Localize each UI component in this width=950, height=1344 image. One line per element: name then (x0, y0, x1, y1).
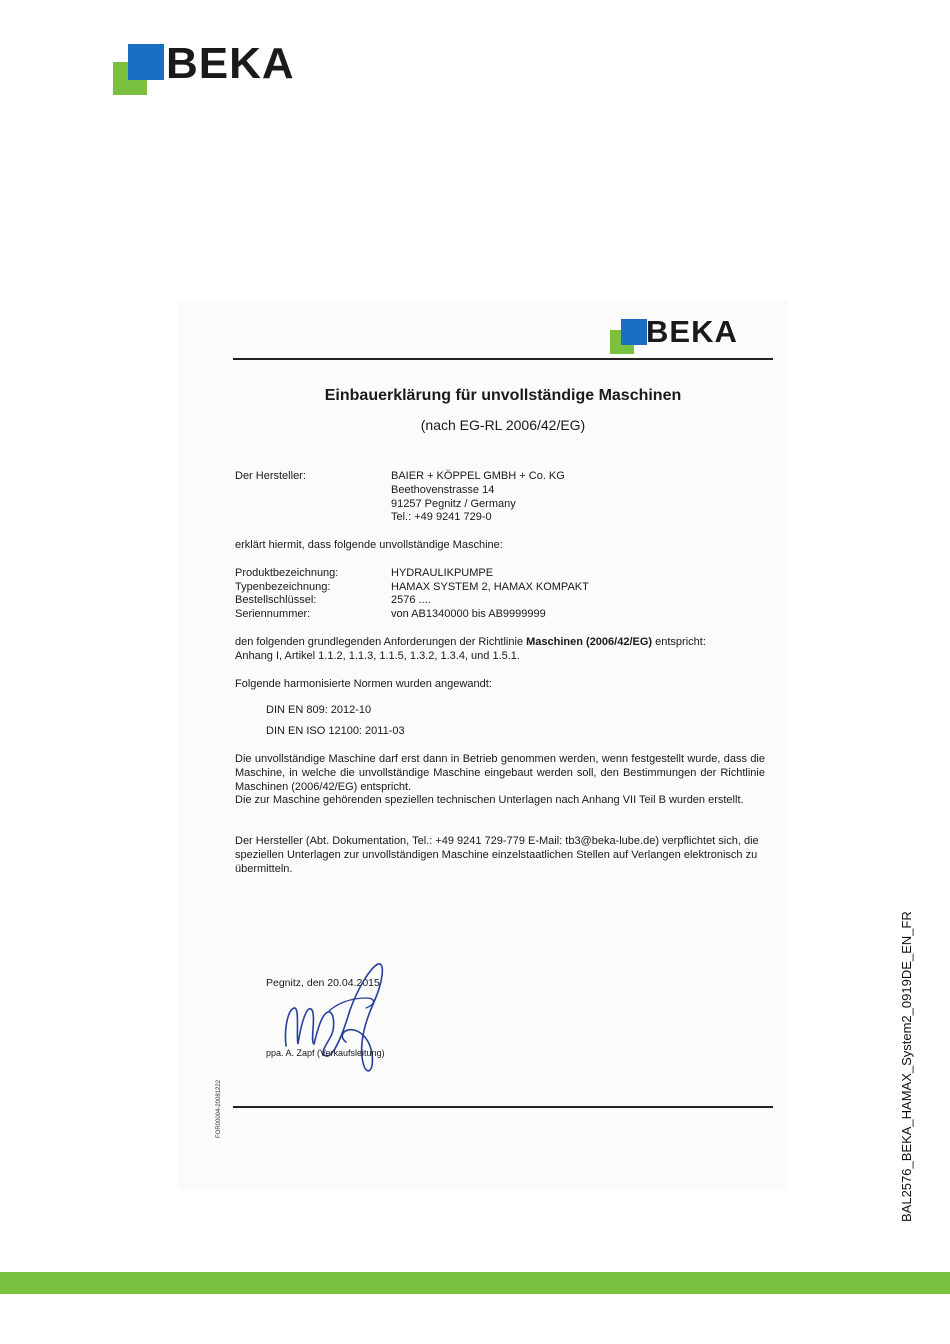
logo-wordmark: BEKA (166, 39, 295, 88)
requirements-post: entspricht: (652, 636, 706, 648)
beka-logo-document (610, 315, 760, 355)
manufacturer-city: 91257 Pegnitz / Germany (391, 498, 516, 510)
commissioning-paragraph: Die unvollständige Maschine darf erst dann in Betrieb genommen werden, wenn festgestellt wurde, dass die Maschine, in welche die unvollständige Maschine eingebaut werden soll, den Bestimmungen der Richtlinie Maschinen (2006/42/EG) entspricht. (235, 753, 765, 793)
manufacturer-label: Der Hersteller: (235, 470, 306, 482)
handwritten-signature (278, 958, 393, 1078)
norms-intro: Folgende harmonisierte Normen wurden angewandt: (235, 678, 492, 690)
requirements-directive: Maschinen (2006/42/EG) (526, 636, 653, 648)
place-date: Pegnitz, den 20.04.2015 (266, 977, 380, 989)
beka-logo-header (113, 39, 328, 97)
obligation-paragraph: Der Hersteller (Abt. Dokumentation, Tel.: +49 9241 729-779 E-Mail: tb3@beka-lube.de) verpflichtet sich, die speziellen Unterlagen zur unvollständigen Maschine einzelstaatlichen Stellen auf Verlangen elektronisch zu übermitteln. (235, 835, 759, 875)
requirements-line-1 (235, 635, 706, 649)
norm-item-2: DIN EN ISO 12100: 2011-03 (266, 725, 405, 737)
document-subtitle: (nach EG-RL 2006/42/EG) (420, 417, 586, 433)
declares-text: erklärt hiermit, dass folgende unvollständige Maschine: (235, 539, 503, 551)
manufacturer-phone: Tel.: +49 9241 729-0 (391, 511, 492, 523)
serial-value: von AB1340000 bis AB9999999 (391, 608, 546, 620)
technical-documents-paragraph: Die zur Maschine gehörenden speziellen technischen Unterlagen nach Anhang VII Teil B wurden erstellt. (235, 794, 744, 806)
product-label: Produktbezeichnung: (235, 567, 339, 579)
manufacturer-name: BAIER + KÖPPEL GMBH + Co. KG (391, 470, 565, 482)
manufacturer-street: Beethovenstrasse 14 (391, 484, 495, 496)
logo-wordmark: BEKA (646, 314, 738, 349)
top-divider (233, 358, 773, 360)
requirements-line-2: Anhang I, Artikel 1.1.2, 1.1.3, 1.1.5, 1.3.2, 1.3.4, und 1.5.1. (235, 650, 520, 662)
requirements-pre: den folgenden grundlegenden Anforderungen der Richtlinie (235, 636, 527, 648)
order-key-value: 2576 .... (391, 594, 431, 606)
footer-brand-bar (0, 1272, 950, 1294)
document-title: Einbauerklärung für unvollständige Maschinen (324, 387, 682, 404)
type-label: Typenbezeichnung: (235, 581, 331, 593)
type-value: HAMAX SYSTEM 2, HAMAX KOMPAKT (391, 581, 589, 593)
signatory-name: ppa. A. Zapf (Verkaufsleitung) (266, 1048, 385, 1058)
bottom-divider (233, 1106, 773, 1108)
logo-blue-square (128, 44, 164, 80)
serial-label: Seriennummer: (235, 608, 311, 620)
order-key-label: Bestellschlüssel: (235, 594, 317, 606)
norm-item-1: DIN EN 809: 2012-10 (266, 704, 372, 716)
form-code: FOR00004-20081222 (216, 1079, 222, 1138)
logo-blue-square (621, 319, 647, 345)
product-value: HYDRAULIKPUMPE (391, 567, 494, 579)
document-reference-code: BAL2576_BEKA_HAMAX_System2_0919DE_EN_FR (899, 911, 914, 1222)
